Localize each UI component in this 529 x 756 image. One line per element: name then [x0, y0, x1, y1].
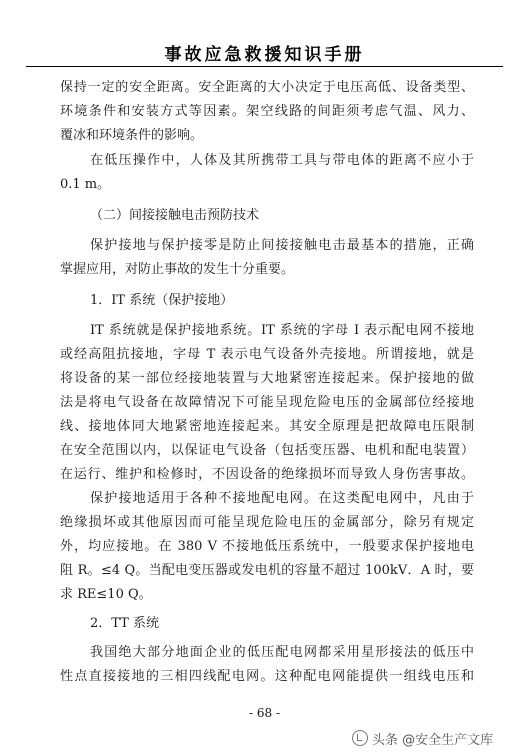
subsection-heading: 2．TT 系统: [90, 616, 159, 631]
paragraph-line: 外，均应接地。在 380 V 不接地低压系统中，一般要求保护接地电: [60, 539, 474, 554]
paragraph-line: 将设备的某一部位经接地装置与大地紧密连接起来。保护接地的做: [60, 371, 474, 386]
paragraph-line: 我国绝大部分地面企业的低压配电网都采用星形接法的低压中: [90, 645, 474, 660]
paragraph-line: 或经高阻抗接地，字母 T 表示电气设备外壳接地。所谓接地，就是: [60, 347, 474, 362]
paragraph-line: 保护接地与保护接零是防止间接接触电击最基本的措施，正确: [90, 238, 474, 253]
paragraph-line: 在低压操作中，人体及其所携带工具与带电体的距离不应小于: [90, 153, 474, 168]
paragraph-line: 性点直接接地的三相四线配电网。这种配电网能提供一组线电压和: [60, 669, 474, 684]
paragraph-line: 掌握应用，对防止事故的发生十分重要。: [60, 262, 295, 277]
paragraph-line: 法是将电气设备在故障情况下可能呈现危险电压的金属部位经接地: [60, 395, 474, 410]
paragraph-line: 环境条件和安装方式等因素。架空线路的间距须考虑气温、风力、: [60, 104, 474, 119]
paragraph-line: 保护接地适用于各种不接地配电网。在这类配电网中，凡由于: [90, 491, 474, 506]
watermark-text: 头条 @安全生产文库: [372, 732, 494, 748]
paragraph-line: 覆冰和环境条件的影响。: [60, 128, 204, 143]
paragraph-line: 0.1 m。: [60, 177, 111, 192]
source-watermark: [352, 728, 522, 748]
paragraph-line: 在安全范围以内，以保证电气设备（包括变压器、电机和配电装置）: [60, 443, 474, 458]
page-number: - 68 -: [248, 706, 280, 720]
check-icon: [352, 730, 368, 746]
paragraph-line: IT 系统就是保护接地系统。IT 系统的字母 I 表示配电网不接地: [90, 323, 474, 338]
paragraph-line: 线、接地体同大地紧密地连接起来。其安全原理是把故障电压限制: [60, 419, 474, 434]
paragraph-line: 求 RE≤10 Q。: [60, 587, 152, 602]
header-divider: [26, 66, 503, 67]
paragraph-line: 绝缘损坏或其他原因而可能呈现危险电压的金属部分，除另有规定: [60, 515, 474, 530]
section-heading: （二）间接接触电击预防技术: [90, 208, 260, 223]
paragraph-line: 在运行、维护和检修时，不因设备的绝缘损坏而导致人身伤害事故。: [60, 467, 474, 482]
paragraph-line: 阻 R。≤4 Q。当配电变压器或发电机的容量不超过 100kV．A 时，要: [60, 563, 474, 578]
page-header-title: 事故应急救援知识手册: [164, 45, 365, 65]
paragraph-line: 保持一定的安全距离。安全距离的大小决定于电压高低、设备类型、: [60, 80, 474, 95]
subsection-heading: 1．IT 系统（保护接地）: [90, 293, 234, 308]
